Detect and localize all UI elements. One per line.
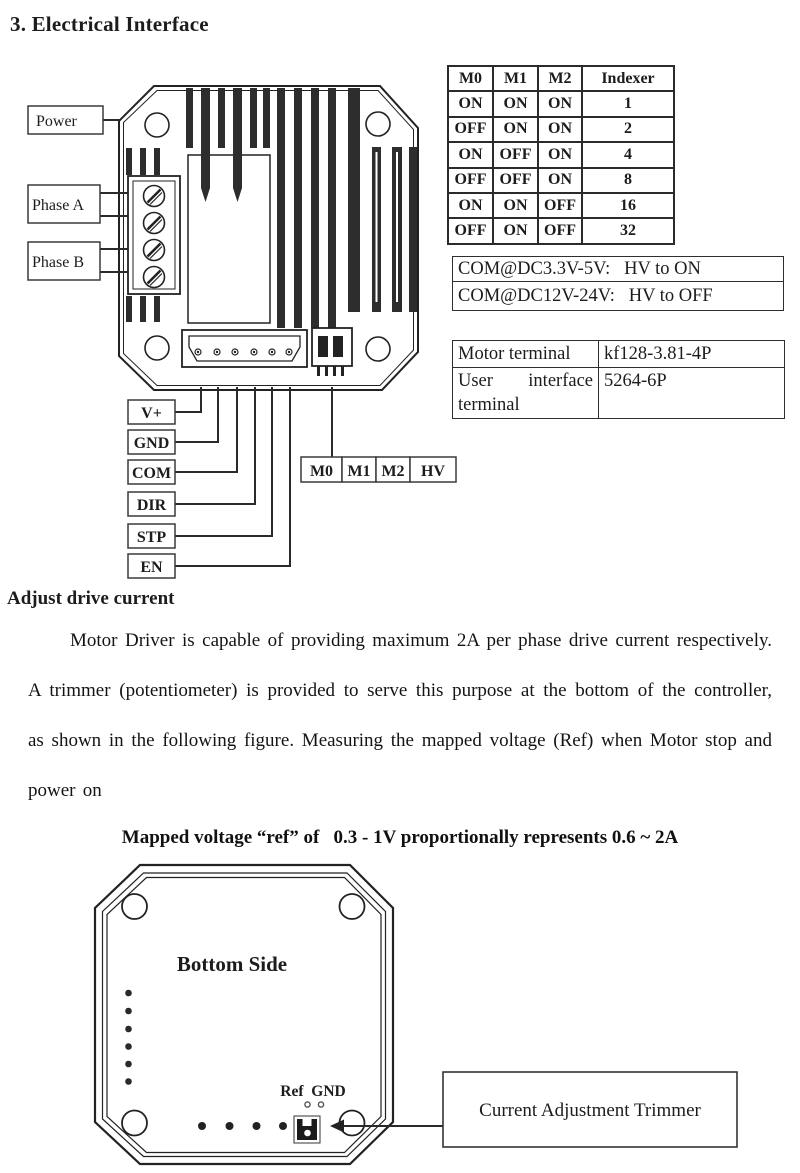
com-row-1: COM@DC3.3V-5V: HV to ON — [453, 257, 784, 282]
pin-label-com: COM — [131, 465, 172, 482]
table-cell: 1 — [582, 91, 674, 116]
power-label: Power — [36, 113, 77, 130]
table-cell: ON — [448, 91, 493, 116]
indexer-header-indexer: Indexer — [582, 66, 674, 91]
section-title: 3. Electrical Interface — [10, 12, 209, 36]
pin-label-gnd: GND — [133, 435, 170, 452]
table-row — [453, 341, 785, 368]
table-cell: ON — [448, 193, 493, 218]
pin-label-boxes — [128, 400, 175, 578]
pin-label-vplus: V+ — [141, 405, 162, 422]
pin-label-stp: STP — [136, 529, 167, 546]
table-cell: OFF — [448, 168, 493, 193]
terminal-label: User interface terminal — [453, 368, 599, 419]
driver-bottom-diagram — [0, 860, 800, 1173]
table-cell: ON — [493, 193, 538, 218]
ref-gnd-label: Ref GND — [280, 1083, 346, 1100]
com-voltage-table — [452, 256, 784, 311]
terminal-value: 5264-6P — [599, 368, 785, 419]
adjust-current-heading: Adjust drive current — [7, 588, 175, 609]
mode-label-m0: M0 — [309, 463, 334, 480]
table-row — [448, 218, 674, 243]
table-cell: ON — [493, 91, 538, 116]
pin-label-dir: DIR — [136, 497, 167, 514]
user-interface-connector — [182, 330, 307, 367]
mode-label-hv: HV — [421, 463, 445, 480]
table-cell: OFF — [493, 168, 538, 193]
indexer-header-m1: M1 — [493, 66, 538, 91]
table-cell: ON — [538, 91, 582, 116]
driver-top-diagram — [0, 80, 800, 585]
mapped-voltage-line: Mapped voltage “ref” of 0.3 - 1V proportionally represents 0.6 ~ 2A — [121, 827, 679, 848]
trimmer-callout-label: Current Adjustment Trimmer — [479, 1100, 701, 1121]
table-row — [448, 142, 674, 167]
table-cell: ON — [538, 142, 582, 167]
phase-b-label: Phase B — [32, 254, 84, 271]
indexer-header-m2: M2 — [538, 66, 582, 91]
table-cell: ON — [493, 218, 538, 243]
table-cell: ON — [538, 168, 582, 193]
mode-label-m1: M1 — [347, 463, 371, 480]
table-cell: OFF — [538, 218, 582, 243]
phase-a-label: Phase A — [32, 197, 84, 214]
board-center-component — [188, 155, 270, 323]
mode-label-m2: M2 — [381, 463, 405, 480]
table-row — [448, 91, 674, 116]
terminal-type-table — [452, 340, 785, 419]
table-cell: ON — [538, 117, 582, 142]
table-cell: 4 — [582, 142, 674, 167]
table-cell: 32 — [582, 218, 674, 243]
pin-label-en: EN — [140, 559, 163, 576]
trimmer-component — [294, 1116, 320, 1143]
table-cell: OFF — [448, 117, 493, 142]
table-row — [453, 368, 785, 419]
table-cell: 16 — [582, 193, 674, 218]
table-cell: OFF — [538, 193, 582, 218]
motor-terminal-block — [128, 176, 180, 294]
table-cell: 8 — [582, 168, 674, 193]
terminal-label: Motor terminal — [453, 341, 599, 368]
com-row-2: COM@DC12V-24V: HV to OFF — [453, 282, 784, 311]
indexer-table — [447, 65, 675, 245]
body-paragraph: Motor Driver is capable of providing maximum 2A per phase drive current respectively. A trimmer (potentiometer) is provided to serve this purpose at the bottom of the controller, as shown in the following figure. Measuring the mapped voltage (Ref) when Motor stop and power on — [28, 630, 772, 801]
table-row — [448, 117, 674, 142]
terminal-value: kf128-3.81-4P — [599, 341, 785, 368]
table-row — [448, 168, 674, 193]
indexer-header-m0: M0 — [448, 66, 493, 91]
table-cell: OFF — [493, 142, 538, 167]
table-cell: ON — [493, 117, 538, 142]
table-cell: OFF — [448, 218, 493, 243]
bottom-side-label: Bottom Side — [176, 952, 288, 976]
table-cell: ON — [448, 142, 493, 167]
table-row — [448, 193, 674, 218]
table-cell: 2 — [582, 117, 674, 142]
